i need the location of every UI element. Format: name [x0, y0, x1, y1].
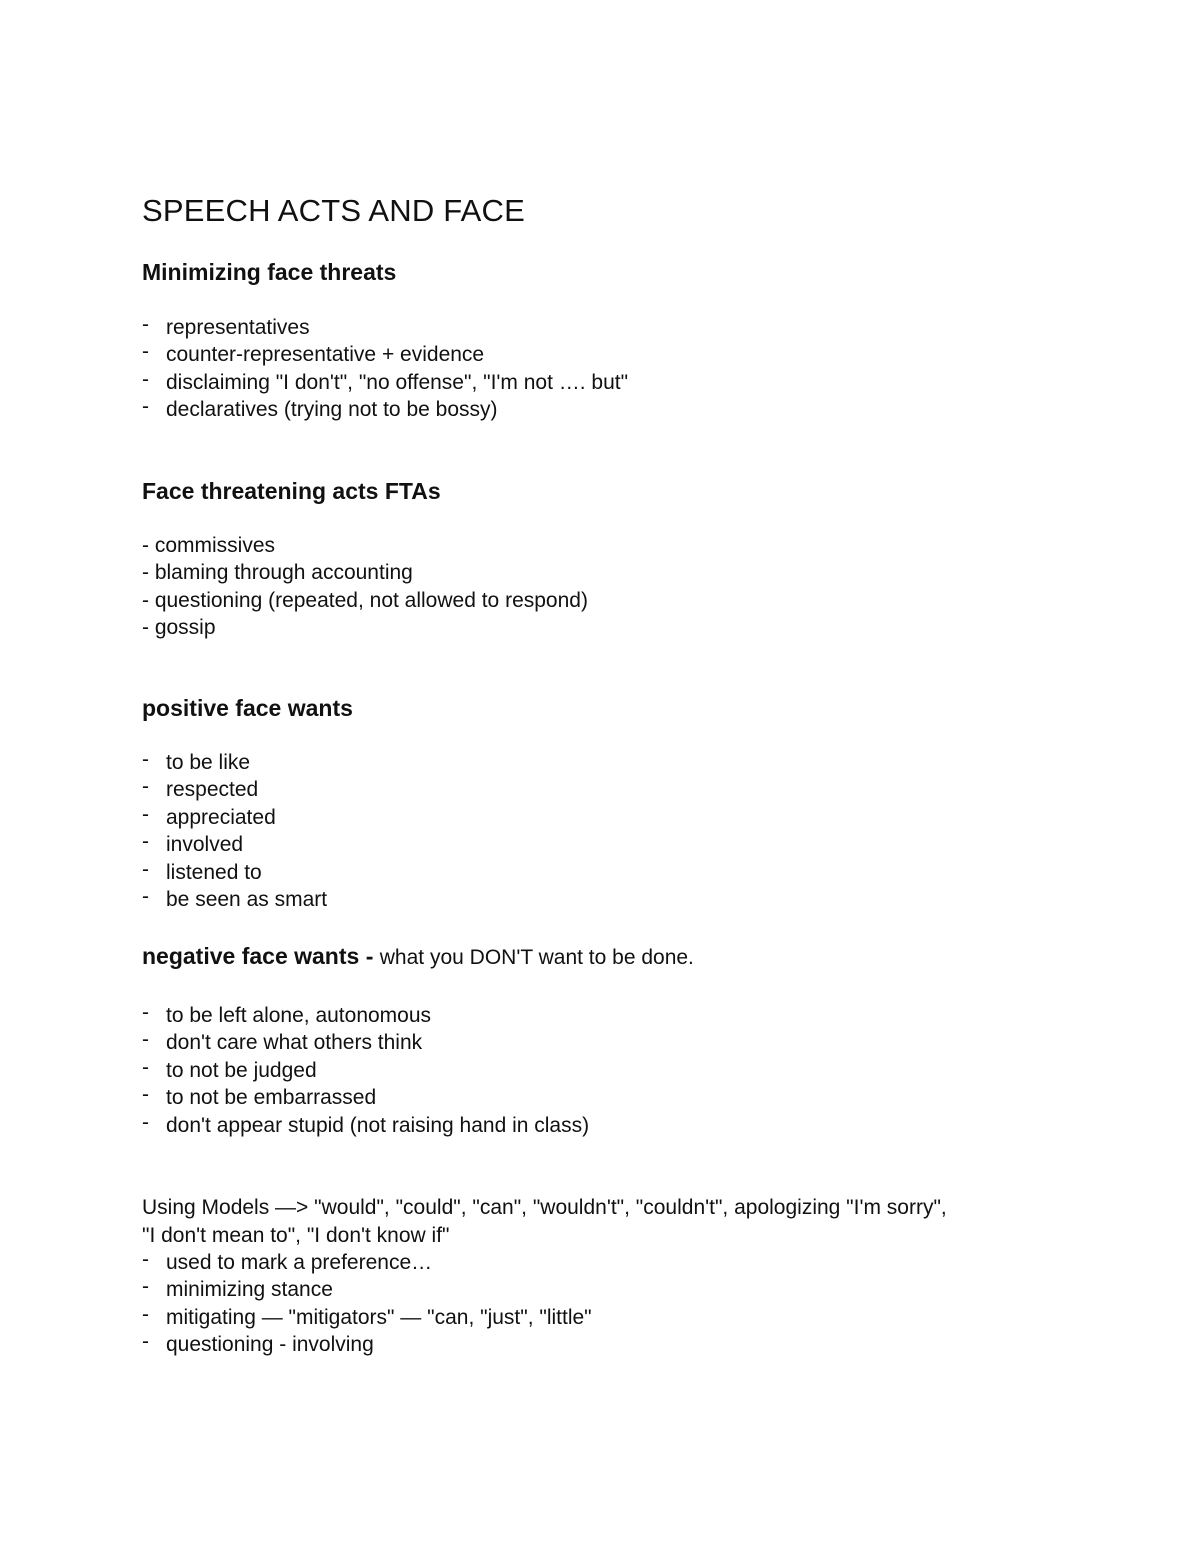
list-item: - blaming through accounting [142, 561, 413, 585]
list-item: - to not be judged [142, 1057, 589, 1084]
models-paragraph-line-1: Using Models —> "would", "could", "can", "wouldn't", "couldn't", apologizing "I'm sorry", [142, 1196, 947, 1219]
list-item: - counter-representative + evidence [142, 341, 628, 368]
negative-face-wants-label: negative face wants [142, 943, 360, 969]
list-item: - don't care what others think [142, 1029, 589, 1056]
list-item: - involved [142, 831, 327, 858]
section-heading-positive-face-wants: positive face wants [142, 695, 353, 721]
list-item: - disclaiming "I don't", "no offense", "I'm not …. but" [142, 369, 628, 396]
list-item: - be seen as smart [142, 886, 327, 913]
list-item: - questioning - involving [142, 1331, 592, 1358]
positive-face-wants-list [142, 749, 327, 913]
list-item: - used to mark a preference… [142, 1249, 592, 1276]
minimizing-face-threats-list [142, 314, 628, 424]
list-item: - mitigating — "mitigators" — "can, "just", "little" [142, 1304, 592, 1331]
list-item: - questioning (repeated, not allowed to respond) [142, 588, 588, 612]
page-title: SPEECH ACTS AND FACE [142, 193, 525, 228]
list-item: - listened to [142, 859, 327, 886]
list-item: - to not be embarrassed [142, 1084, 589, 1111]
section-heading-minimizing-face-threats: Minimizing face threats [142, 259, 397, 285]
list-item: - to be left alone, autonomous [142, 1002, 589, 1029]
list-item: - commissives [142, 534, 276, 557]
section-heading-negative-face-wants [142, 943, 694, 970]
list-item: - minimizing stance [142, 1276, 592, 1303]
section-heading-face-threatening-acts: Face threatening acts FTAs [142, 478, 441, 504]
models-paragraph-line-2: "I don't mean to", "I don't know if" [142, 1224, 450, 1247]
negative-face-wants-list [142, 1002, 589, 1139]
models-list [142, 1249, 592, 1359]
list-item: - don't appear stupid (not raising hand in class) [142, 1112, 589, 1139]
list-item: - respected [142, 776, 327, 803]
list-item: - to be like [142, 749, 327, 776]
list-item: - representatives [142, 314, 628, 341]
list-item: - gossip [142, 616, 216, 640]
face-threatening-acts-list [142, 532, 588, 642]
heading-dash: - [365, 943, 374, 969]
list-item: - declaratives (trying not to be bossy) [142, 396, 628, 423]
list-item: - appreciated [142, 804, 327, 831]
negative-face-wants-note: what you DON'T want to be done. [379, 946, 694, 969]
